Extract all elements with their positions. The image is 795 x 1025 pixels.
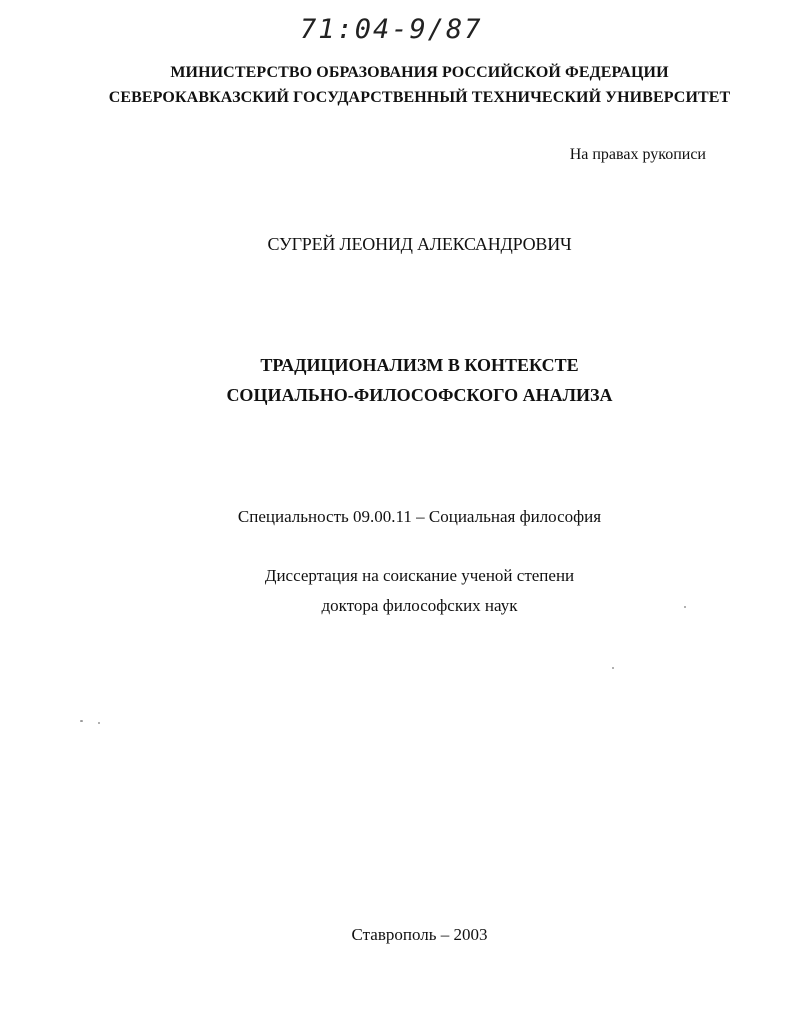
scan-speck bbox=[684, 606, 686, 608]
degree-line-2: доктора философских наук bbox=[321, 596, 518, 615]
scan-speck bbox=[98, 722, 100, 724]
dissertation-title-line-1: ТРАДИЦИОНАЛИЗМ В КОНТЕКСТЕ bbox=[260, 355, 579, 375]
author-name: СУГРЕЙ ЛЕОНИД АЛЕКСАНДРОВИЧ bbox=[267, 234, 572, 254]
specialty-line: Специальность 09.00.11 – Социальная философия bbox=[237, 507, 602, 526]
archive-stamp-number: 71:04-9/87 bbox=[300, 14, 483, 45]
university-heading: СЕВЕРОКАВКАЗСКИЙ ГОСУДАРСТВЕННЫЙ ТЕХНИЧЕСКИЙ УНИВЕРСИТЕТ bbox=[108, 89, 731, 106]
city-year: Ставрополь – 2003 bbox=[351, 925, 488, 944]
manuscript-rights-note: На правах рукописи bbox=[569, 146, 706, 163]
scan-speck bbox=[612, 667, 614, 669]
dissertation-title-line-2: СОЦИАЛЬНО-ФИЛОСОФСКОГО АНАЛИЗА bbox=[226, 385, 613, 405]
degree-line-1: Диссертация на соискание ученой степени bbox=[264, 566, 575, 585]
scan-speck bbox=[80, 720, 83, 722]
ministry-heading: МИНИСТЕРСТВО ОБРАЗОВАНИЯ РОССИЙСКОЙ ФЕДЕРАЦИИ bbox=[170, 64, 669, 81]
